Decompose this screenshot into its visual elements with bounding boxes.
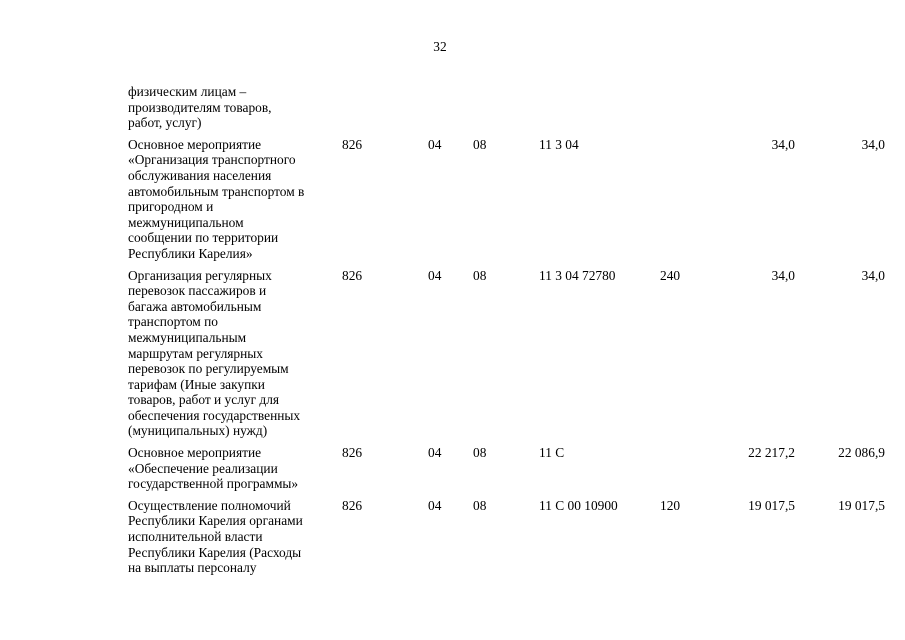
amount-year-1: 19 017,5 bbox=[748, 497, 795, 513]
amount-year-1: 22 217,2 bbox=[748, 445, 795, 461]
section-code: 04 bbox=[428, 136, 442, 152]
row-name-line: автомобильным транспортом в bbox=[128, 183, 305, 199]
subsection-code: 08 bbox=[473, 267, 487, 283]
expense-type-code: 120 bbox=[660, 497, 681, 513]
row-name-line: Основное мероприятие bbox=[128, 136, 262, 152]
row-name-line: Основное мероприятие bbox=[128, 445, 262, 461]
row-name-line: сообщении по территории bbox=[128, 230, 279, 246]
amount-year-1: 34,0 bbox=[771, 136, 795, 152]
row-name-line: Республики Карелия» bbox=[128, 245, 253, 261]
section-code: 04 bbox=[428, 497, 442, 513]
row-name-line: перевозок пассажиров и bbox=[128, 283, 267, 299]
row-name-line: межмуниципальном bbox=[128, 214, 244, 230]
row-name-line: Республики Карелия органами bbox=[128, 513, 303, 529]
row-name-line: багажа автомобильным bbox=[128, 298, 262, 314]
table-row bbox=[128, 445, 888, 492]
subsection-code: 08 bbox=[473, 136, 487, 152]
target-article-code: 11 С bbox=[539, 445, 565, 461]
row-name bbox=[128, 84, 340, 131]
row-name-line: работ, услуг) bbox=[128, 115, 202, 131]
row-name-line: исполнительной власти bbox=[128, 529, 263, 545]
row-name-line: Организация регулярных bbox=[128, 267, 272, 283]
table-row bbox=[128, 268, 888, 440]
budget-table bbox=[128, 84, 888, 582]
row-name-line: обеспечения государственных bbox=[128, 407, 301, 423]
target-article-code: 11 3 04 72780 bbox=[539, 267, 616, 283]
table-row bbox=[128, 84, 888, 131]
row-name-line: на выплаты персоналу bbox=[128, 560, 257, 576]
grbs-code: 826 bbox=[342, 445, 363, 461]
section-code: 04 bbox=[428, 267, 442, 283]
row-name-line: государственной программы» bbox=[128, 476, 299, 492]
row-name bbox=[128, 268, 340, 440]
row-name bbox=[128, 137, 340, 262]
row-name-line: тарифам (Иные закупки bbox=[128, 376, 265, 392]
row-name-line: «Организация транспортного bbox=[128, 152, 296, 168]
amount-year-1: 34,0 bbox=[771, 267, 795, 283]
subsection-code: 08 bbox=[473, 445, 487, 461]
row-name-line: производителям товаров, bbox=[128, 99, 272, 115]
row-name bbox=[128, 498, 340, 576]
grbs-code: 826 bbox=[342, 136, 363, 152]
table-row bbox=[128, 498, 888, 576]
row-name-line: межмуниципальным bbox=[128, 329, 247, 345]
row-name-line: перевозок по регулируемым bbox=[128, 361, 289, 377]
target-article-code: 11 3 04 bbox=[539, 136, 579, 152]
amount-year-2: 34,0 bbox=[861, 267, 885, 283]
row-name-line: транспортом по bbox=[128, 314, 218, 330]
page-number: 32 bbox=[433, 39, 447, 54]
amount-year-2: 34,0 bbox=[861, 136, 885, 152]
row-name-line: пригородном и bbox=[128, 199, 214, 215]
row-name bbox=[128, 445, 340, 492]
amount-year-2: 22 086,9 bbox=[838, 445, 885, 461]
row-name-line: обслуживания населения bbox=[128, 167, 272, 183]
table-rows bbox=[128, 84, 888, 576]
grbs-code: 826 bbox=[342, 267, 363, 283]
row-name-line: (муниципальных) нужд) bbox=[128, 423, 268, 439]
table-row bbox=[128, 137, 888, 262]
target-article-code: 11 С 00 10900 bbox=[539, 497, 618, 513]
grbs-code: 826 bbox=[342, 497, 363, 513]
row-name-line: «Обеспечение реализации bbox=[128, 460, 278, 476]
row-name-line: физическим лицам – bbox=[128, 84, 247, 99]
expense-type-code: 240 bbox=[660, 267, 681, 283]
row-name-line: Осуществление полномочий bbox=[128, 497, 291, 513]
row-name-line: товаров, работ и услуг для bbox=[128, 392, 280, 408]
section-code: 04 bbox=[428, 445, 442, 461]
subsection-code: 08 bbox=[473, 497, 487, 513]
amount-year-2: 19 017,5 bbox=[838, 497, 885, 513]
row-name-line: маршрутам регулярных bbox=[128, 345, 263, 361]
row-name-line: Республики Карелия (Расходы bbox=[128, 544, 302, 560]
